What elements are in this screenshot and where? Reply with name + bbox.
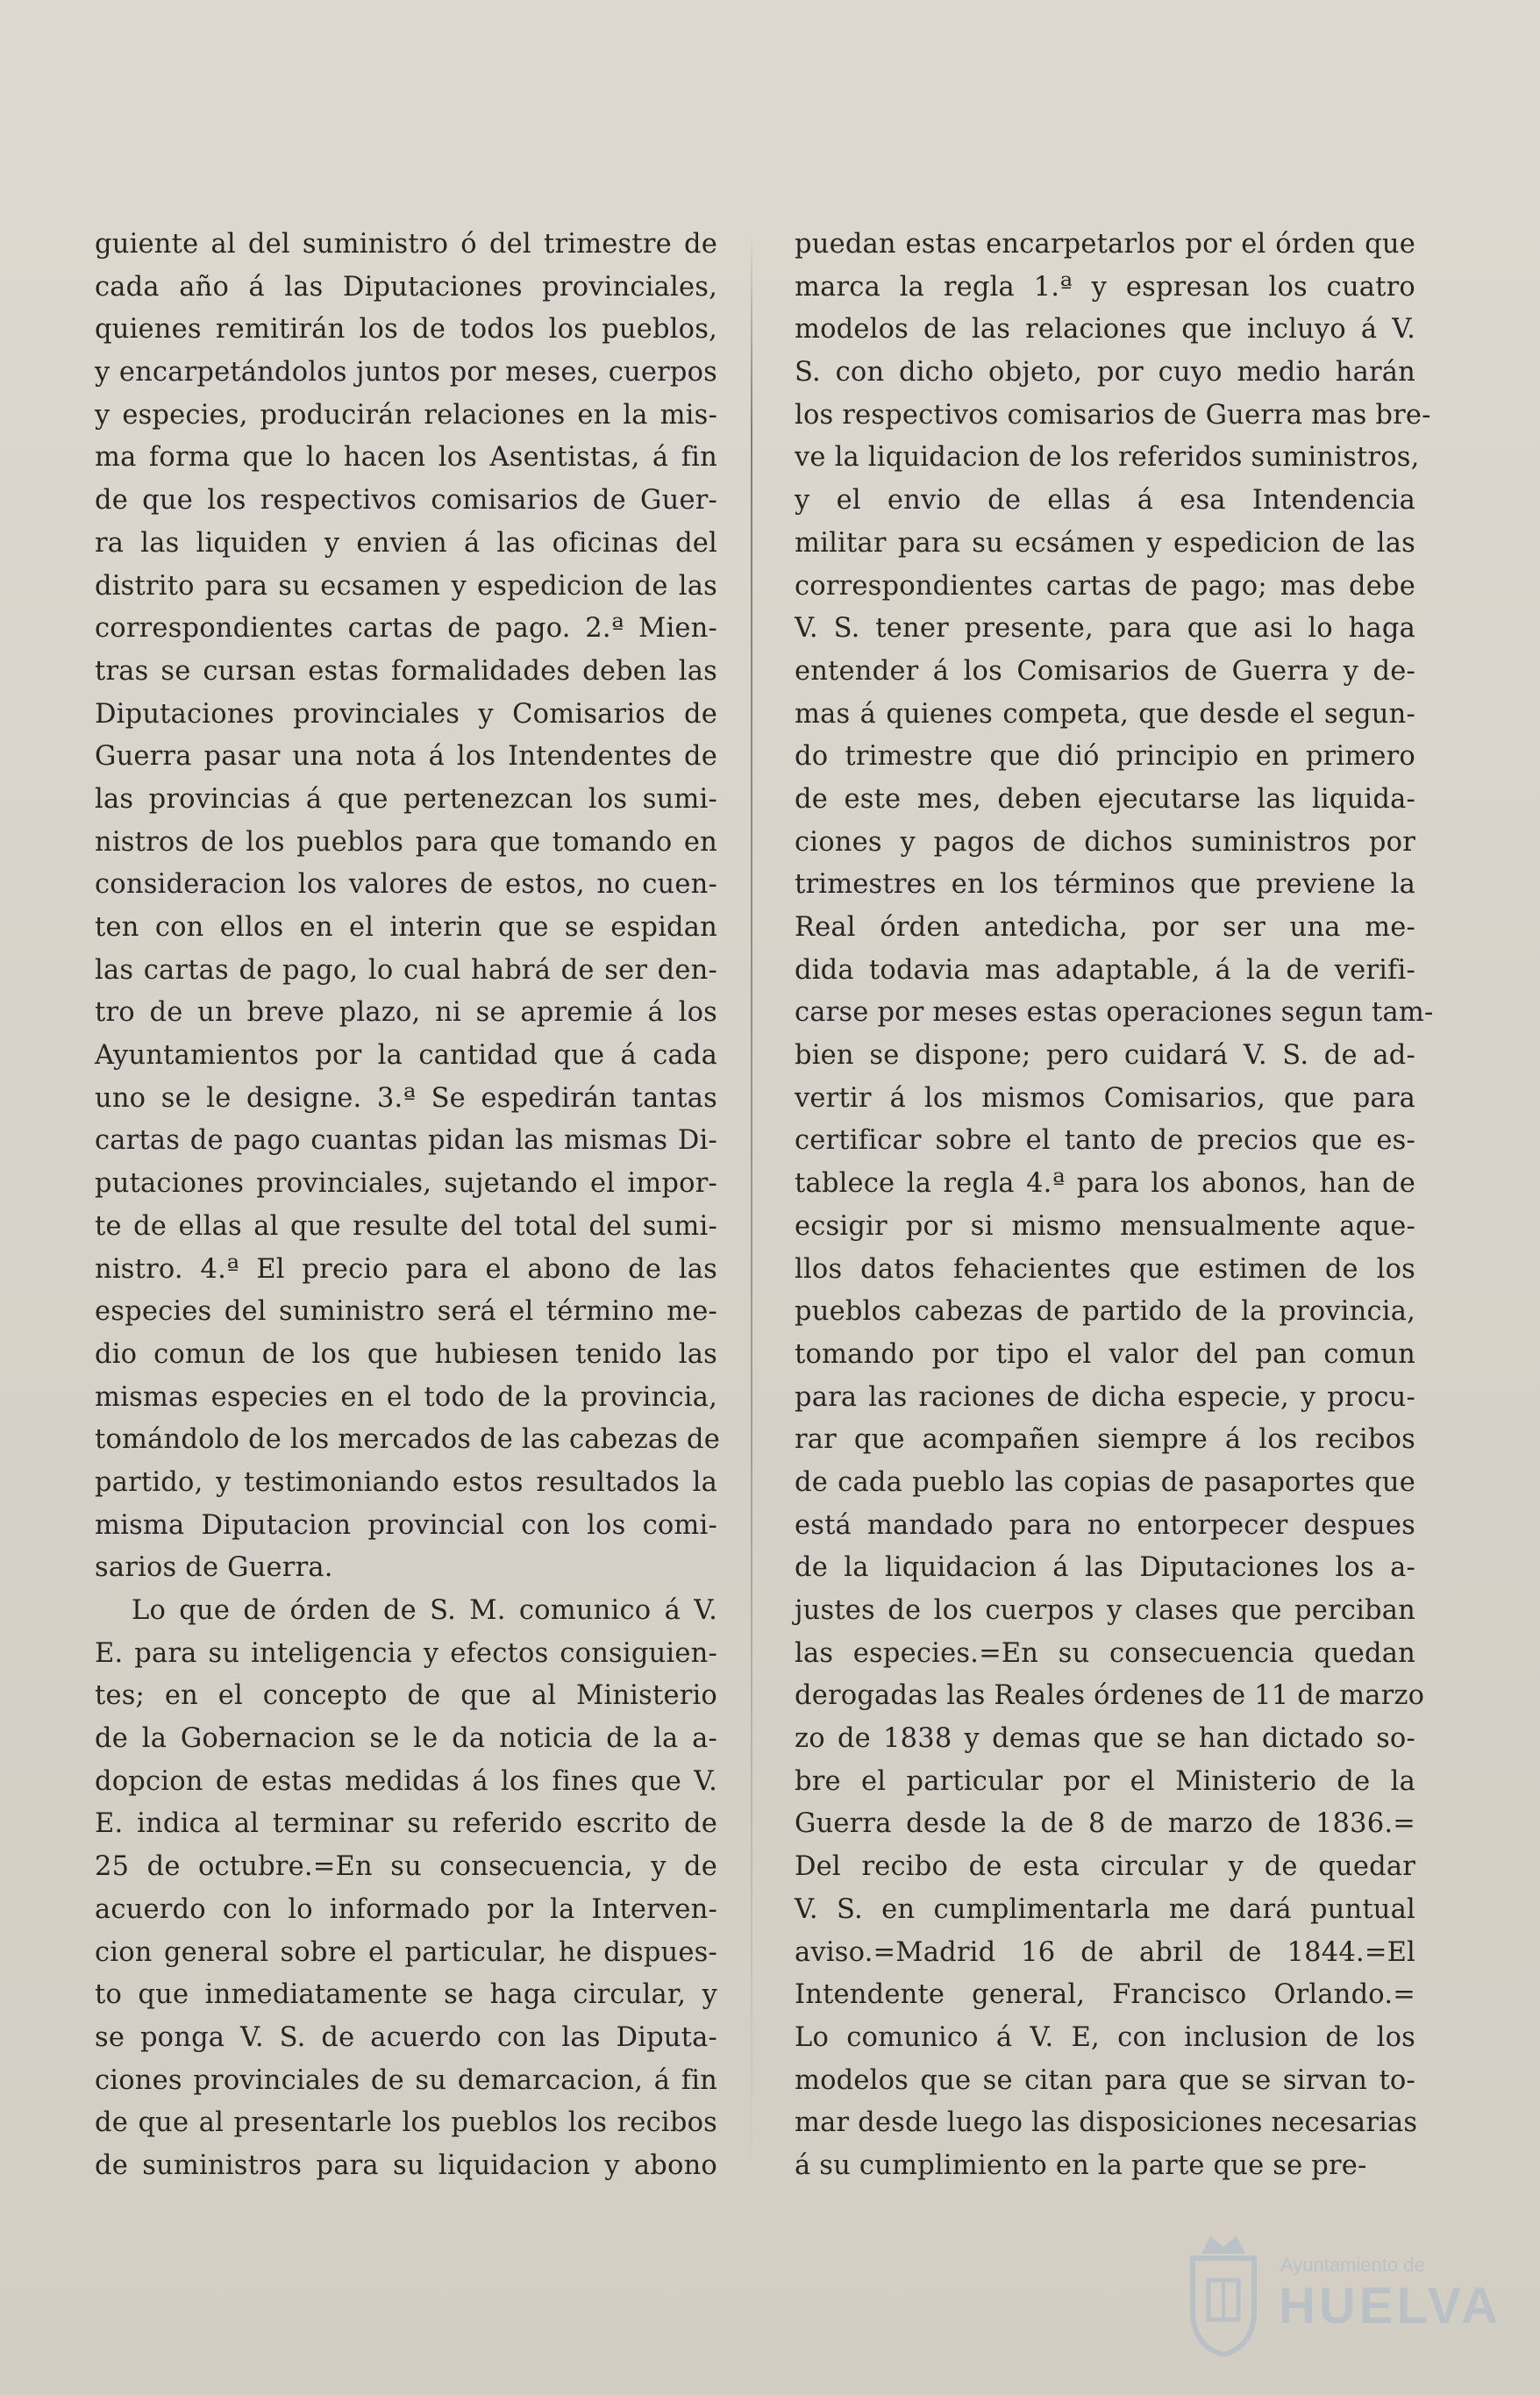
text-line: cion general sobre el particular, he dispues- — [95, 1936, 717, 1968]
text-line: nistro. 4.ª El precio para el abono de las — [95, 1253, 717, 1285]
text-line: derogadas las Reales órdenes de 11 de marzo — [795, 1680, 1425, 1712]
text-line: de la Gobernacion se le da noticia de la a- — [95, 1723, 717, 1755]
text-line: Ayuntamientos por la cantidad que á cada — [95, 1040, 717, 1072]
text-line: uno se le designe. 3.ª Se espedirán tantas — [95, 1082, 717, 1114]
text-line: te de ellas al que resulte del total del sumi- — [95, 1210, 717, 1242]
watermark-line2: HUELVA — [1279, 2277, 1501, 2334]
text-line: de que los respectivos comisarios de Guer- — [95, 485, 717, 517]
text-line: V. S. en cumplimentarla me dará puntual — [795, 1893, 1415, 1925]
text-line: Diputaciones provinciales y Comisarios de — [95, 698, 717, 730]
text-line: certificar sobre el tanto de precios que es- — [795, 1125, 1415, 1157]
text-line: aviso.=Madrid 16 de abril de 1844.=El — [795, 1936, 1415, 1968]
text-line: y encarpetándolos juntos por meses, cuerpos — [95, 357, 717, 388]
text-line: tablece la regla 4.ª para los abonos, han de — [795, 1168, 1415, 1200]
text-line: ra las liquiden y envien á las oficinas del — [95, 527, 717, 559]
text-line: correspondientes cartas de pago. 2.ª Mien- — [95, 613, 717, 645]
left-column — [95, 224, 721, 2188]
text-line: 25 de octubre.=En su consecuencia, y de — [95, 1851, 717, 1883]
text-line: se ponga V. S. de acuerdo con las Diputa- — [95, 2021, 717, 2053]
text-line: las provincias á que pertenezcan los sumi- — [95, 783, 717, 815]
text-line: sarios de Guerra. — [95, 1552, 333, 1584]
text-line: to que inmediatamente se haga circular, y — [95, 1979, 717, 2011]
text-line: justes de los cuerpos y clases que perciban — [795, 1595, 1415, 1626]
text-line: do trimestre que dió principio en primero — [795, 741, 1415, 773]
text-line: tes; en el concepto de que al Ministerio — [95, 1680, 717, 1712]
text-line: carse por meses estas operaciones segun tam- — [795, 997, 1434, 1029]
text-line: ve la liquidacion de los referidos suministros, — [795, 442, 1420, 474]
text-line: S. con dicho objeto, por cuyo medio harán — [795, 357, 1415, 388]
text-line: está mandado para no entorpecer despues — [795, 1509, 1415, 1541]
text-line: distrito para su ecsamen y espedicion de las — [95, 570, 717, 602]
text-line: modelos de las relaciones que incluyo á V. — [795, 314, 1415, 346]
text-line: guiente al del suministro ó del trimestre de — [95, 229, 717, 260]
text-line: pueblos cabezas de partido de la provincia, — [795, 1296, 1415, 1328]
text-line: para las raciones de dicha especie, y procu- — [795, 1381, 1415, 1413]
text-line: putaciones provinciales, sujetando el impor- — [95, 1168, 717, 1200]
text-line: Real órden antedicha, por ser una me- — [795, 912, 1415, 943]
crest-icon — [1175, 2227, 1272, 2359]
text-line: dio comun de los que hubiesen tenido las — [95, 1338, 717, 1370]
text-line: rar que acompañen siempre á los recibos — [795, 1424, 1415, 1456]
text-line: ten con ellos en el interin que se espidan — [95, 912, 717, 943]
text-line: ciones provinciales de su demarcacion, á fin — [95, 2064, 717, 2096]
text-line: ciones y pagos de dichos suministros por — [795, 826, 1415, 858]
text-line: especies del suministro será el término me- — [95, 1296, 717, 1328]
text-line: cada año á las Diputaciones provinciales, — [95, 271, 717, 303]
text-line: militar para su ecsámen y espedicion de las — [795, 527, 1415, 559]
text-line: los respectivos comisarios de Guerra mas bre- — [795, 399, 1431, 431]
text-line: V. S. tener presente, para que asi lo haga — [795, 613, 1415, 645]
text-line: cartas de pago cuantas pidan las mismas Di- — [95, 1125, 717, 1157]
text-line: mas á quienes competa, que desde el segun- — [795, 698, 1415, 730]
text-line: Lo comunico á V. E, con inclusion de los — [795, 2021, 1415, 2053]
text-line: de este mes, deben ejecutarse las liquida- — [795, 783, 1415, 815]
text-line: entender á los Comisarios de Guerra y de- — [795, 655, 1415, 687]
text-line: ma forma que lo hacen los Asentistas, á fin — [95, 442, 717, 474]
text-line: zo de 1838 y demas que se han dictado so- — [795, 1723, 1415, 1755]
text-line: Intendente general, Francisco Orlando.= — [795, 1979, 1415, 2011]
text-line: dida todavia mas adaptable, á la de verifi- — [795, 954, 1415, 986]
text-line: á su cumplimiento en la parte que se pre- — [795, 2149, 1367, 2181]
text-line: de suministros para su liquidacion y abono — [95, 2149, 717, 2181]
column-divider — [751, 232, 752, 2179]
text-line: trimestres en los términos que previene la — [795, 869, 1415, 901]
text-line: las especies.=En su consecuencia quedan — [795, 1637, 1415, 1669]
text-line: de que al presentarle los pueblos los recibos — [95, 2107, 717, 2139]
text-line: nistros de los pueblos para que tomando en — [95, 826, 717, 858]
text-line: mar desde luego las disposiciones necesarias — [795, 2107, 1418, 2139]
text-line: Lo que de órden de S. M. comunico á V. — [132, 1595, 717, 1626]
text-line: Del recibo de esta circular y de quedar — [795, 1851, 1415, 1883]
text-line: E. indica al terminar su referido escrito de — [95, 1808, 717, 1840]
text-line: misma Diputacion provincial con los comi- — [95, 1509, 717, 1541]
text-line: y el envio de ellas á esa Intendencia — [795, 485, 1415, 517]
text-line: puedan estas encarpetarlos por el órden que — [795, 229, 1415, 260]
text-line: de la liquidacion á las Diputaciones los a- — [795, 1552, 1415, 1584]
text-line: correspondientes cartas de pago; mas debe — [795, 570, 1415, 602]
text-line: mismas especies en el todo de la provincia, — [95, 1381, 717, 1413]
text-line: tro de un breve plazo, ni se apremie á los — [95, 997, 717, 1029]
text-line: tomando por tipo el valor del pan comun — [795, 1338, 1415, 1370]
text-line: marca la regla 1.ª y espresan los cuatro — [795, 271, 1415, 303]
text-line: quienes remitirán los de todos los pueblos, — [95, 314, 717, 346]
text-line: las cartas de pago, lo cual habrá de ser den- — [95, 954, 717, 986]
text-line: tras se cursan estas formalidades deben las — [95, 655, 717, 687]
text-line: tomándolo de los mercados de las cabezas de — [95, 1424, 721, 1456]
text-line: Guerra pasar una nota á los Intendentes de — [95, 741, 717, 773]
text-line: bre el particular por el Ministerio de la — [795, 1765, 1415, 1797]
text-line: llos datos fehacientes que estimen de los — [795, 1253, 1415, 1285]
watermark — [1175, 2219, 1501, 2368]
text-line: E. para su inteligencia y efectos consiguien- — [95, 1637, 717, 1669]
text-line: y especies, producirán relaciones en la mis- — [95, 399, 717, 431]
text-line: Guerra desde la de 8 de marzo de 1836.= — [795, 1808, 1415, 1840]
text-line: consideracion los valores de estos, no cuen- — [95, 869, 717, 901]
watermark-line1: Ayuntamiento de — [1280, 2254, 1425, 2276]
text-line: acuerdo con lo informado por la Interven- — [95, 1893, 717, 1925]
text-line: de cada pueblo las copias de pasaportes que — [795, 1466, 1415, 1498]
text-line: vertir á los mismos Comisarios, que para — [795, 1082, 1415, 1114]
text-line: bien se dispone; pero cuidará V. S. de ad- — [795, 1040, 1415, 1072]
text-line: partido, y testimoniando estos resultados la — [95, 1466, 717, 1498]
right-column — [795, 224, 1434, 2188]
text-line: dopcion de estas medidas á los fines que V. — [95, 1765, 717, 1797]
text-line: ecsigir por si mismo mensualmente aque- — [795, 1210, 1415, 1242]
text-line: modelos que se citan para que se sirvan to- — [795, 2064, 1415, 2096]
